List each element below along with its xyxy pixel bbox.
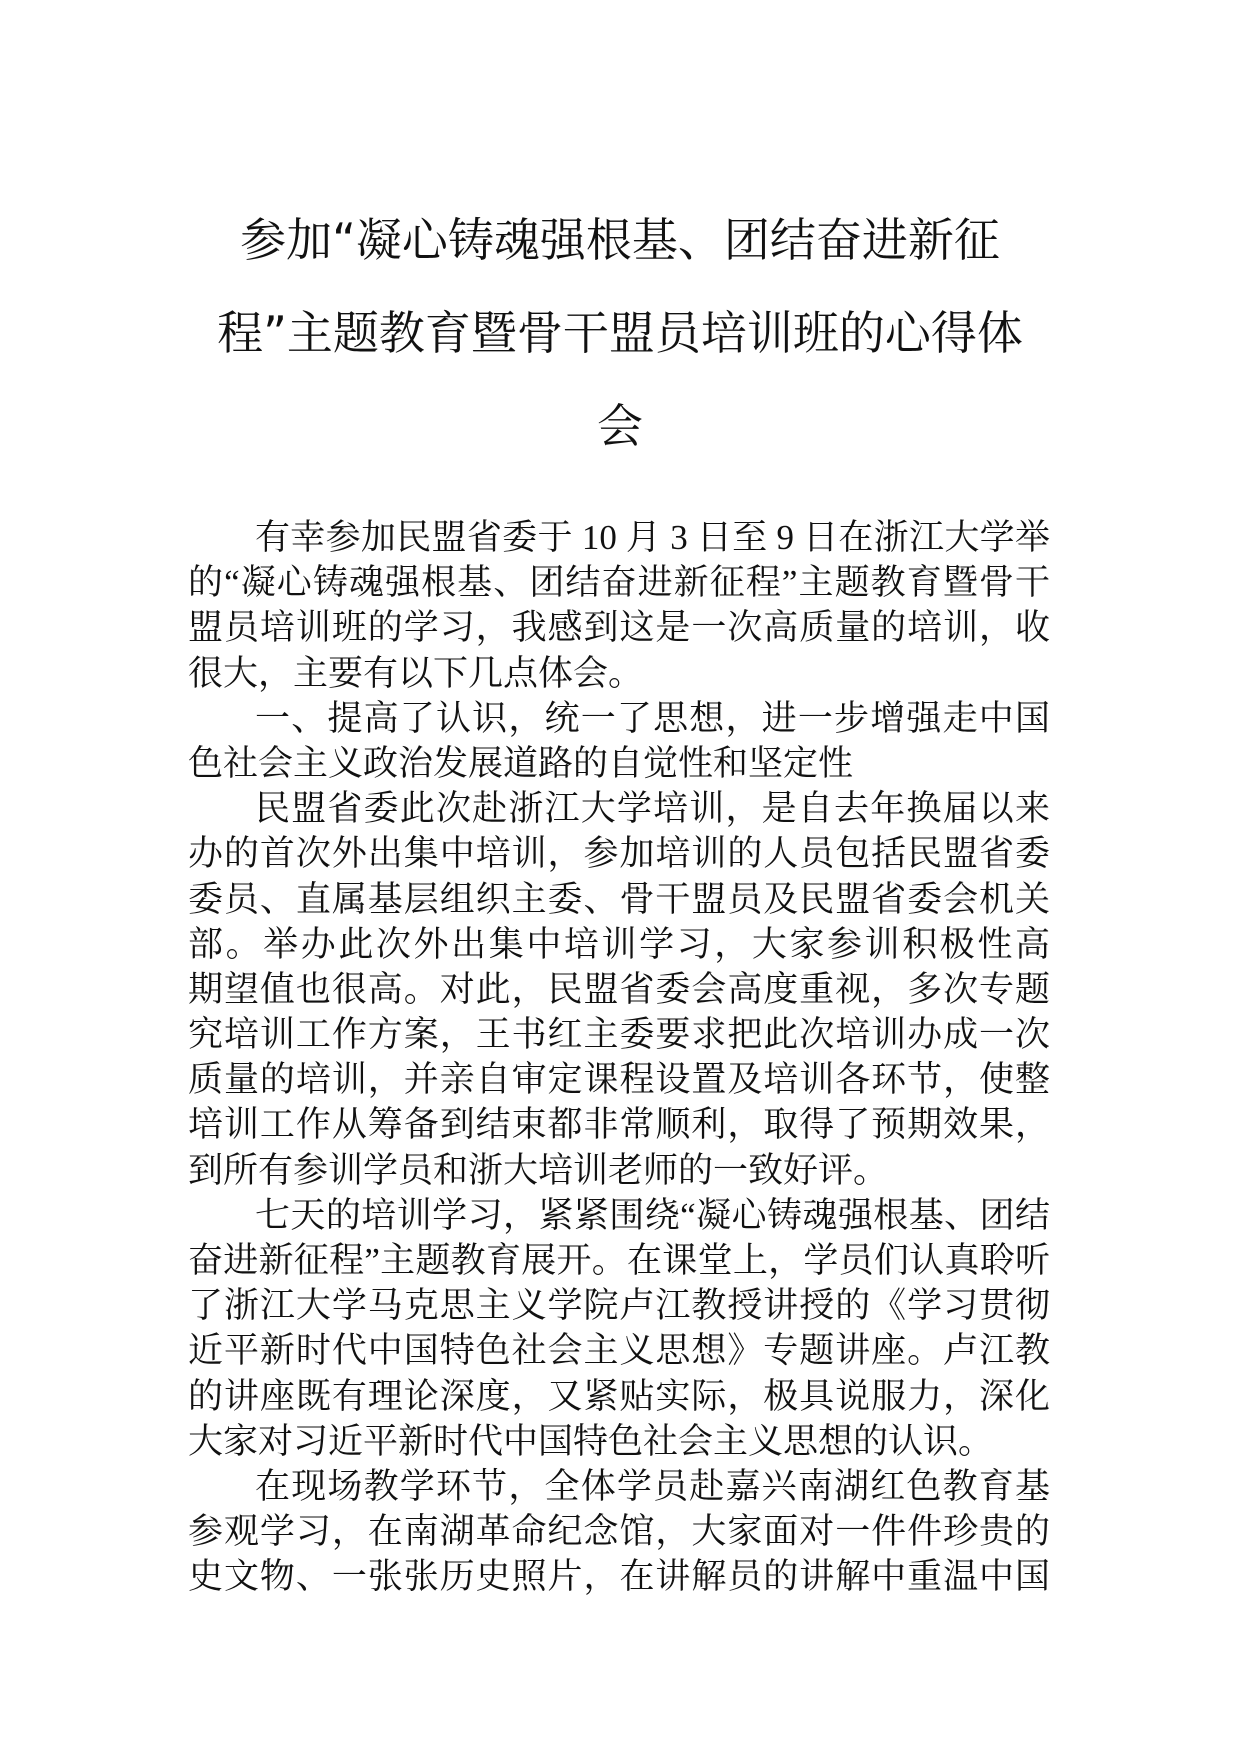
- text-line: 史文物、一张张历史照片，在讲解员的讲解中重温中国: [188, 1557, 1050, 1597]
- text-line: 办的首次外出集中培训，参加培训的人员包括民盟省委: [188, 834, 1050, 874]
- title-line: 程”主题教育暨骨干盟员培训班的心得体: [217, 306, 1023, 360]
- text-line: 培训工作从筹备到结束都非常顺利，取得了预期效果，: [188, 1105, 1050, 1145]
- text-line: 了浙江大学马克思主义学院卢江教授讲授的《学习贯彻: [188, 1286, 1050, 1326]
- text-line: 奋进新征程”主题教育展开。在课堂上，学员们认真聆听: [188, 1241, 1050, 1280]
- text-line: 期望值也很高。对此，民盟省委会高度重视，多次专题: [188, 969, 1050, 1009]
- text-line: 委员、直属基层组织主委、骨干盟员及民盟省委会机关: [188, 879, 1050, 919]
- text-line: 盟员培训班的学习，我感到这是一次高质量的培训，收: [188, 608, 1050, 648]
- text-line: 究培训工作方案，王书红主委要求把此次培训办成一次: [188, 1015, 1050, 1055]
- text-line: 到所有参训学员和浙大培训老师的一致好评。: [188, 1150, 889, 1190]
- paragraph-seven-days: [188, 1193, 1050, 1464]
- paragraph-field-teaching: [188, 1464, 1050, 1600]
- text-line: 质量的培训，并亲自审定课程设置及培训各环节，使整: [188, 1060, 1050, 1100]
- text-line: 很大，主要有以下几点体会。: [188, 653, 644, 693]
- text-line: 部。举办此次外出集中培训学习，大家参训积极性高: [188, 924, 1050, 964]
- text-line: 近平新时代中国特色社会主义思想》专题讲座。卢江教: [188, 1331, 1050, 1371]
- text-line: 在现场教学环节，全体学员赴嘉兴南湖红色教育基: [255, 1466, 1050, 1506]
- text-line: 大家对习近平新时代中国特色社会主义思想的认识。: [188, 1421, 994, 1461]
- text-line: 民盟省委此次赴浙江大学培训，是自去年换届以来: [255, 789, 1050, 829]
- text-line: 的讲座既有理论深度，又紧贴实际，极具说服力，深化: [188, 1376, 1050, 1416]
- text-line: 有幸参加民盟省委于 10 月 3 日至 9 日在浙江大学举: [255, 518, 1050, 557]
- document-body: [188, 515, 1050, 1600]
- text-line: 参观学习，在南湖革命纪念馆，大家面对一件件珍贵的: [188, 1512, 1050, 1552]
- title-line: 参加“凝心铸魂强根基、团结奋进新征: [240, 213, 1000, 267]
- text-line: 七天的培训学习，紧紧围绕“凝心铸魂强根基、团结: [255, 1195, 1050, 1235]
- text-line: 的“凝心铸魂强根基、团结奋进新征程”主题教育暨骨干: [188, 563, 1050, 603]
- document-title: [150, 194, 1090, 473]
- section-heading-1: [188, 696, 1050, 786]
- title-line: 会: [597, 399, 643, 453]
- paragraph-training-overview: [188, 786, 1050, 1193]
- paragraph-intro: [188, 515, 1050, 696]
- text-line: 一、提高了认识，统一了思想，进一步增强走中国: [255, 698, 1050, 738]
- text-line: 色社会主义政治发展道路的自觉性和坚定性: [188, 743, 854, 783]
